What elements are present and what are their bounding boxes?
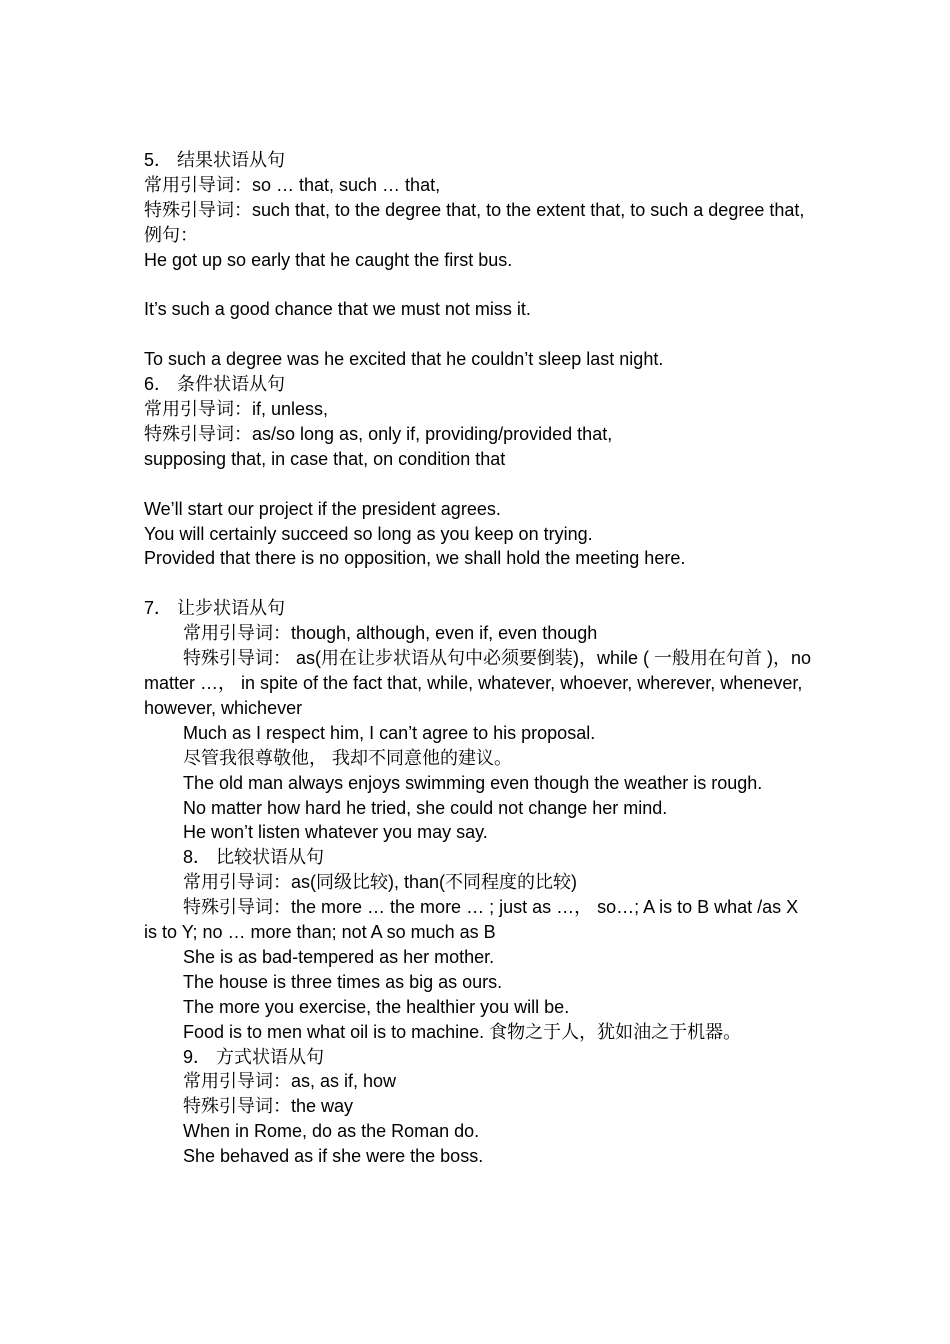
section-7-example: The old man always enjoys swimming even though the weather is rough. <box>183 772 763 793</box>
section-8-example: She is as bad-tempered as her mother. <box>183 946 495 967</box>
section-9-common-conjunctions: 常用引导词：as, as if, how <box>183 1071 397 1092</box>
section-6-example: Provided that there is no opposition, we shall hold the meeting here. <box>144 548 686 569</box>
section-6-common-conjunctions: 常用引导词：if, unless, <box>144 399 329 420</box>
section-8-example: The more you exercise, the healthier you will be. <box>183 996 570 1017</box>
section-5-example: He got up so early that he caught the first bus. <box>144 249 513 270</box>
section-7-example: No matter how hard he tried, she could not change her mind. <box>183 797 668 818</box>
section-9-example: She behaved as if she were the boss. <box>183 1146 484 1167</box>
section-5-heading: 5． 结果状语从句 <box>144 150 286 170</box>
section-5-special-conjunctions: 特殊引导词：such that, to the degree that, to the extent that, to such a degree that, <box>144 199 805 220</box>
section-7-common-conjunctions: 常用引导词：though, although, even if, even though <box>183 623 598 644</box>
section-6-example: You will certainly succeed so long as you keep on trying. <box>144 523 593 544</box>
section-7-heading: 7． 让步状语从句 <box>144 598 286 619</box>
section-5-example: To such a degree was he excited that he couldn’t sleep last night. <box>144 349 664 370</box>
blank-line <box>144 472 814 497</box>
section-6-special-conjunctions-cont: supposing that, in case that, on condition that <box>144 448 506 469</box>
section-7-example: He won’t listen whatever you may say. <box>183 822 488 843</box>
section-8-example: The house is three times as big as ours. <box>183 971 503 992</box>
section-5-example-label: 例句： <box>144 224 198 245</box>
blank-line <box>144 571 814 596</box>
section-6-example: We’ll start our project if the president agrees. <box>144 498 501 519</box>
section-7-special-conjunctions: 特殊引导词： as(用在让步状语从句中必须要倒装)，while ( 一般用在句首 )，no matter …， in spite of the fact that, while, whatever, whoever, wherever, whenever, however, whichever <box>144 648 817 718</box>
section-8-example: Food is to men what oil is to machine. 食物之于人，犹如油之于机器。 <box>183 1021 742 1042</box>
section-6-heading: 6． 条件状语从句 <box>144 374 286 395</box>
section-9-example: When in Rome, do as the Roman do. <box>183 1121 480 1142</box>
section-8-common-conjunctions: 常用引导词：as(同级比较), than(不同程度的比较) <box>183 872 578 893</box>
section-5-common-conjunctions: 常用引导词：so … that, such … that, <box>144 174 441 195</box>
section-7-example-translation: 尽管我很尊敬他， 我却不同意他的建议。 <box>183 747 512 768</box>
section-9-heading: 9． 方式状语从句 <box>183 1046 325 1067</box>
section-6-special-conjunctions: 特殊引导词：as/so long as, only if, providing/provided that, <box>144 423 613 444</box>
section-8-heading: 8． 比较状语从句 <box>183 847 325 868</box>
section-9-special-conjunctions: 特殊引导词：the way <box>183 1096 354 1117</box>
blank-line <box>144 273 814 298</box>
blank-line <box>144 322 814 347</box>
section-5-example: It’s such a good chance that we must not miss it. <box>144 299 531 320</box>
section-7-example: Much as I respect him, I can’t agree to his proposal. <box>183 722 596 743</box>
section-8-special-conjunctions: 特殊引导词：the more … the more … ; just as …， so…; A is to B what /as X is to Y; no … more than; not A so much as B <box>144 897 804 943</box>
document-page <box>144 148 817 1169</box>
